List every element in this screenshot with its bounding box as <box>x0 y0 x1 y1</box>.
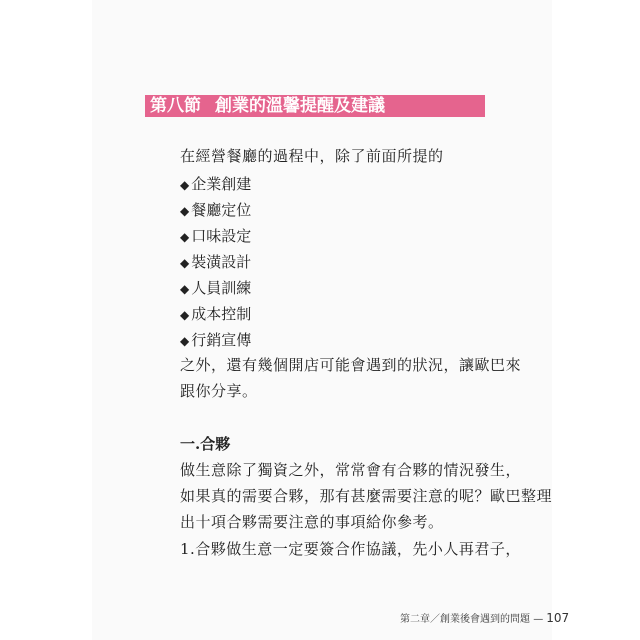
page-footer <box>400 611 569 627</box>
list-item: ◆ 餐廳定位 <box>180 201 252 219</box>
footer-dash: — <box>533 614 544 625</box>
list-item: ◆ 行銷宣傳 <box>180 331 252 349</box>
paragraph-line: 如果真的需要合夥，那有甚麼需要注意的呢？歐巴整理 <box>180 487 553 505</box>
section-heading-banner <box>145 95 485 117</box>
intro-line: 在經營餐廳的過程中，除了前面所提的 <box>180 147 444 165</box>
chapter-title: 第二章／創業後會遇到的問題 <box>400 614 530 625</box>
list-item: ◆ 裝潢設計 <box>180 253 252 271</box>
page-number: 107 <box>546 611 570 625</box>
paragraph-line: 出十項合夥需要注意的事項給你參考。 <box>180 513 444 531</box>
section-title: 創業的溫馨提醒及建議 <box>215 96 385 116</box>
after-list-line: 跟你分享。 <box>180 382 258 400</box>
subheading-partnership: 一.合夥 <box>180 435 231 453</box>
numbered-point: 1.合夥做生意一定要簽合作協議，先小人再君子， <box>180 540 521 558</box>
list-item: ◆ 成本控制 <box>180 305 252 323</box>
after-list-line: 之外，還有幾個開店可能會遇到的狀況，讓歐巴來 <box>180 356 522 374</box>
list-item: ◆ 口味設定 <box>180 227 252 245</box>
section-number: 第八節 <box>150 96 201 116</box>
list-item: ◆ 人員訓練 <box>180 279 252 297</box>
paragraph-line: 做生意除了獨資之外，常常會有合夥的情況發生， <box>180 461 522 479</box>
list-item: ◆ 企業創建 <box>180 175 252 193</box>
